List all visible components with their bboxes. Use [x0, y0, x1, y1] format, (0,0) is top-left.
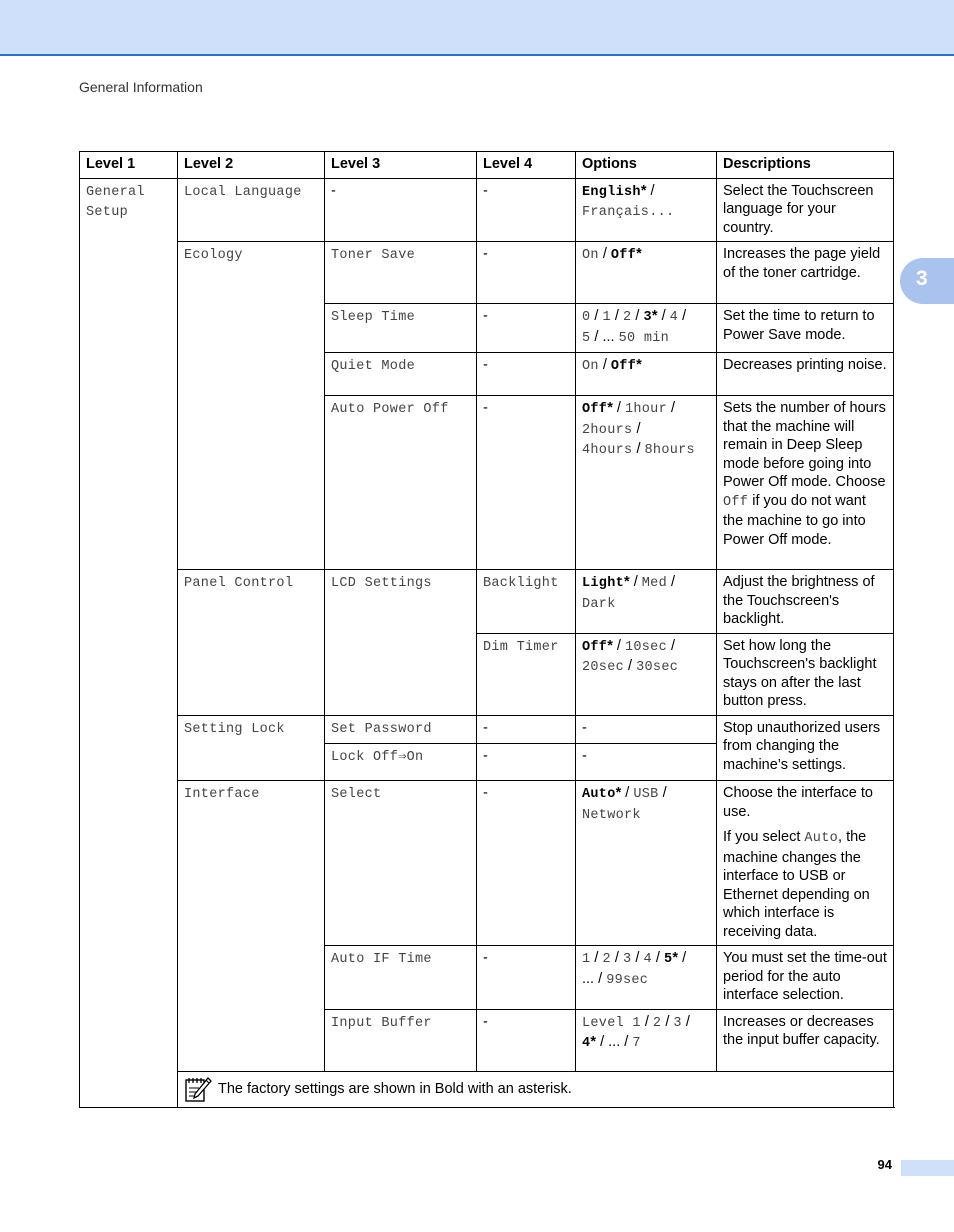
- description-cell: You must set the time-out period for the auto interface selection.: [717, 946, 894, 1010]
- option-value: 4hours: [582, 443, 633, 458]
- level1-label-line1: General: [86, 184, 145, 200]
- option-ellipsis: ...: [608, 1034, 621, 1050]
- description-cell: Increases the page yield of the toner cartridge.: [717, 242, 894, 304]
- level4-cell: -: [477, 781, 576, 946]
- header-descriptions: Descriptions: [717, 152, 894, 179]
- option-separator: /: [594, 970, 607, 987]
- description-cell: Stop unauthorized users from changing the machine’s settings.: [717, 715, 894, 781]
- level4-cell: [477, 633, 576, 715]
- level3-cell: [325, 353, 477, 396]
- level3-label: LCD Settings: [331, 576, 432, 591]
- description-code: Off: [723, 494, 749, 510]
- options-cell: [576, 304, 717, 353]
- level2-label: Panel Control: [184, 576, 294, 591]
- option-value: USB: [633, 787, 659, 802]
- option-separator: /: [620, 1034, 633, 1050]
- option-separator: /: [610, 308, 623, 324]
- level3-cell: [325, 570, 477, 716]
- top-header-band: [0, 0, 954, 56]
- option-separator: /: [590, 328, 603, 345]
- level4-cell: -: [477, 396, 576, 570]
- default-asterisk: *: [607, 400, 613, 416]
- option-ellipsis: ...: [602, 328, 615, 345]
- table-row: [80, 715, 894, 744]
- level2-interface: [178, 781, 325, 1072]
- options-cell: [576, 946, 717, 1010]
- option-default: English: [582, 184, 641, 200]
- level4-cell: -: [477, 715, 576, 744]
- header-options: Options: [576, 152, 717, 179]
- header-level-2: Level 2: [178, 152, 325, 179]
- options-cell: [576, 353, 717, 396]
- description-text: if you do not want the machine to go into Power Off mode.: [723, 492, 866, 548]
- option-separator: /: [612, 637, 625, 654]
- default-asterisk: *: [636, 357, 642, 373]
- note-pencil-icon: [184, 1075, 212, 1103]
- options-cell: [576, 242, 717, 304]
- option-default: Auto: [582, 787, 616, 802]
- option-separator: /: [621, 785, 634, 801]
- header-level-3: Level 3: [325, 152, 477, 179]
- option-separator: /: [596, 1034, 609, 1050]
- option-ellipsis: ...: [582, 970, 595, 987]
- option-value: Med: [641, 576, 667, 591]
- page-number: 94: [877, 1157, 892, 1172]
- option-separator: /: [666, 400, 676, 416]
- level3-cell: [325, 396, 477, 570]
- option-default: Off: [582, 402, 608, 417]
- option-value: 99sec: [606, 972, 649, 988]
- option-default: 5: [664, 952, 673, 967]
- option-default: Off: [610, 248, 637, 263]
- option-value: 1: [582, 952, 591, 967]
- option-value: 2: [623, 310, 632, 325]
- chapter-tab: [900, 258, 954, 304]
- option-separator: /: [646, 182, 655, 199]
- description-text: If you select: [723, 829, 805, 845]
- level3-label: Sleep Time: [331, 310, 416, 325]
- default-asterisk: *: [640, 182, 647, 199]
- option-value: 30sec: [636, 660, 679, 675]
- option-value: 50 min: [618, 330, 670, 346]
- level2-local-language: [178, 178, 325, 242]
- description-cell: Set how long the Touchscreen's backlight stays on after the last button press.: [717, 633, 894, 715]
- level3-cell: [325, 781, 477, 946]
- level4-cell: -: [477, 304, 576, 353]
- level3-label: Auto IF Time: [331, 952, 432, 967]
- table-row: [80, 570, 894, 634]
- option-separator: /: [631, 950, 644, 966]
- option-value: 4: [669, 310, 679, 325]
- chapter-number: 3: [916, 267, 928, 290]
- option-separator: /: [666, 574, 676, 590]
- option-separator: /: [678, 950, 687, 966]
- table-row: [80, 781, 894, 946]
- option-value: Dark: [582, 596, 616, 612]
- option-separator: /: [658, 785, 667, 801]
- table-row: [80, 242, 894, 304]
- default-asterisk: *: [672, 950, 679, 966]
- level3-cell: [325, 242, 477, 304]
- level4-label: Dim Timer: [483, 639, 559, 655]
- level3-label: Toner Save: [331, 248, 416, 263]
- option-separator: /: [666, 637, 676, 654]
- level4-cell: -: [477, 242, 576, 304]
- option-value: 0: [582, 310, 591, 325]
- level3-label: Select: [331, 787, 382, 802]
- option-default: 3: [643, 310, 652, 325]
- level2-label: Local Language: [184, 184, 302, 200]
- description-text: Sets the number of hours that the machine will remain in Deep Sleep mode before going into Power Off mode. Choose: [723, 400, 886, 490]
- option-value: 7: [632, 1036, 641, 1051]
- default-asterisk: *: [624, 574, 630, 590]
- settings-menu-table: [79, 151, 894, 1108]
- options-cell: -: [576, 744, 717, 781]
- level1-label-line2: Setup: [86, 205, 129, 220]
- running-head: General Information: [79, 79, 203, 95]
- option-separator: /: [681, 1013, 690, 1030]
- description-text: , the machine changes the interface to USB or Ethernet depending on which interface is receiving data.: [723, 829, 870, 940]
- level2-label: Interface: [184, 787, 260, 802]
- options-cell: [576, 1009, 717, 1071]
- option-separator: /: [590, 950, 603, 966]
- level4-cell: -: [477, 1009, 576, 1071]
- option-value: Network: [582, 807, 641, 823]
- default-asterisk: *: [651, 308, 658, 324]
- description-code: Auto: [804, 831, 839, 846]
- level1-general-setup: [80, 178, 178, 1107]
- options-cell: [576, 178, 717, 242]
- level3-label: Lock Off⇒On: [331, 750, 424, 765]
- option-value: On: [582, 359, 599, 374]
- options-cell: [576, 396, 717, 570]
- option-separator: /: [678, 308, 687, 324]
- option-default: Off: [610, 359, 637, 374]
- default-asterisk: *: [607, 637, 613, 654]
- level2-ecology: [178, 242, 325, 570]
- level2-setting-lock: [178, 715, 325, 781]
- level4-cell: -: [477, 946, 576, 1010]
- level4-label: Backlight: [483, 576, 559, 591]
- level3-cell: [325, 946, 477, 1010]
- options-cell: [576, 781, 717, 946]
- option-separator: /: [632, 420, 641, 437]
- default-asterisk: *: [615, 785, 622, 801]
- default-asterisk: *: [590, 1034, 597, 1050]
- table-header-row: [80, 152, 894, 179]
- option-separator: /: [640, 1013, 653, 1030]
- level3-label: Auto Power Off: [331, 402, 449, 417]
- description-cell: Increases or decreases the input buffer capacity.: [717, 1009, 894, 1071]
- footer-bar: [901, 1160, 954, 1176]
- default-asterisk: *: [636, 246, 642, 262]
- description-cell: [717, 781, 894, 946]
- option-separator: /: [598, 246, 611, 262]
- note-row: [80, 1071, 894, 1107]
- description-text: Choose the interface to use.: [723, 785, 873, 820]
- note-text: The factory settings are shown in Bold with an asterisk.: [218, 1080, 572, 1097]
- level4-cell: [477, 570, 576, 634]
- option-value: 1: [602, 310, 611, 325]
- description-cell: Decreases printing noise.: [717, 353, 894, 396]
- option-value: 5: [582, 330, 591, 346]
- description-cell: Adjust the brightness of the Touchscreen's backlight.: [717, 570, 894, 634]
- option-value: 1hour: [624, 402, 667, 417]
- option-separator: /: [632, 441, 645, 457]
- level2-label: Setting Lock: [184, 721, 285, 737]
- option-value: 3: [673, 1015, 682, 1031]
- level3-label: Set Password: [331, 721, 432, 737]
- level4-cell: -: [477, 353, 576, 396]
- option-default: Off: [582, 639, 608, 655]
- option-value: Level 1: [582, 1015, 641, 1031]
- level3-label: Quiet Mode: [331, 359, 416, 374]
- level3-cell: [325, 744, 477, 781]
- option-separator: /: [651, 950, 664, 966]
- level3-label: Input Buffer: [331, 1015, 432, 1031]
- option-separator: /: [610, 950, 623, 966]
- option-default: 4: [582, 1036, 591, 1051]
- option-value: 4: [643, 952, 652, 967]
- option-value: 3: [623, 952, 632, 967]
- option-separator: /: [612, 400, 625, 416]
- level2-panel-control: [178, 570, 325, 716]
- description-paragraph: [723, 828, 887, 941]
- option-separator: /: [657, 308, 670, 324]
- description-cell: Set the time to return to Power Save mode.: [717, 304, 894, 353]
- description-cell: [717, 396, 894, 570]
- note-cell: [178, 1071, 894, 1107]
- options-cell: [576, 633, 717, 715]
- table-row: [80, 178, 894, 242]
- level3-cell: [325, 304, 477, 353]
- description-cell: Select the Touchscreen language for your country.: [717, 178, 894, 242]
- options-cell: -: [576, 715, 717, 744]
- option-value: 2: [602, 952, 611, 967]
- level3-cell: [325, 1009, 477, 1071]
- option-value: 20sec: [582, 660, 625, 675]
- option-separator: /: [629, 574, 642, 590]
- option-value: 2: [652, 1015, 662, 1031]
- level4-cell: -: [477, 744, 576, 781]
- options-cell: [576, 570, 717, 634]
- option-separator: /: [590, 308, 603, 324]
- option-default: Light: [582, 576, 625, 591]
- option-value: 8hours: [644, 443, 695, 458]
- option-separator: /: [624, 658, 637, 674]
- option-separator: /: [661, 1013, 674, 1030]
- level3-cell: [325, 715, 477, 744]
- option-value: Français...: [582, 205, 675, 220]
- level2-label: Ecology: [184, 248, 243, 263]
- level4-cell: -: [477, 178, 576, 242]
- header-level-4: Level 4: [477, 152, 576, 179]
- option-value: On: [582, 248, 599, 263]
- option-value: 2hours: [582, 422, 633, 438]
- option-separator: /: [631, 308, 644, 324]
- option-value: 10sec: [624, 639, 667, 655]
- level3-cell: -: [325, 178, 477, 242]
- option-separator: /: [598, 357, 611, 373]
- header-level-1: Level 1: [80, 152, 178, 179]
